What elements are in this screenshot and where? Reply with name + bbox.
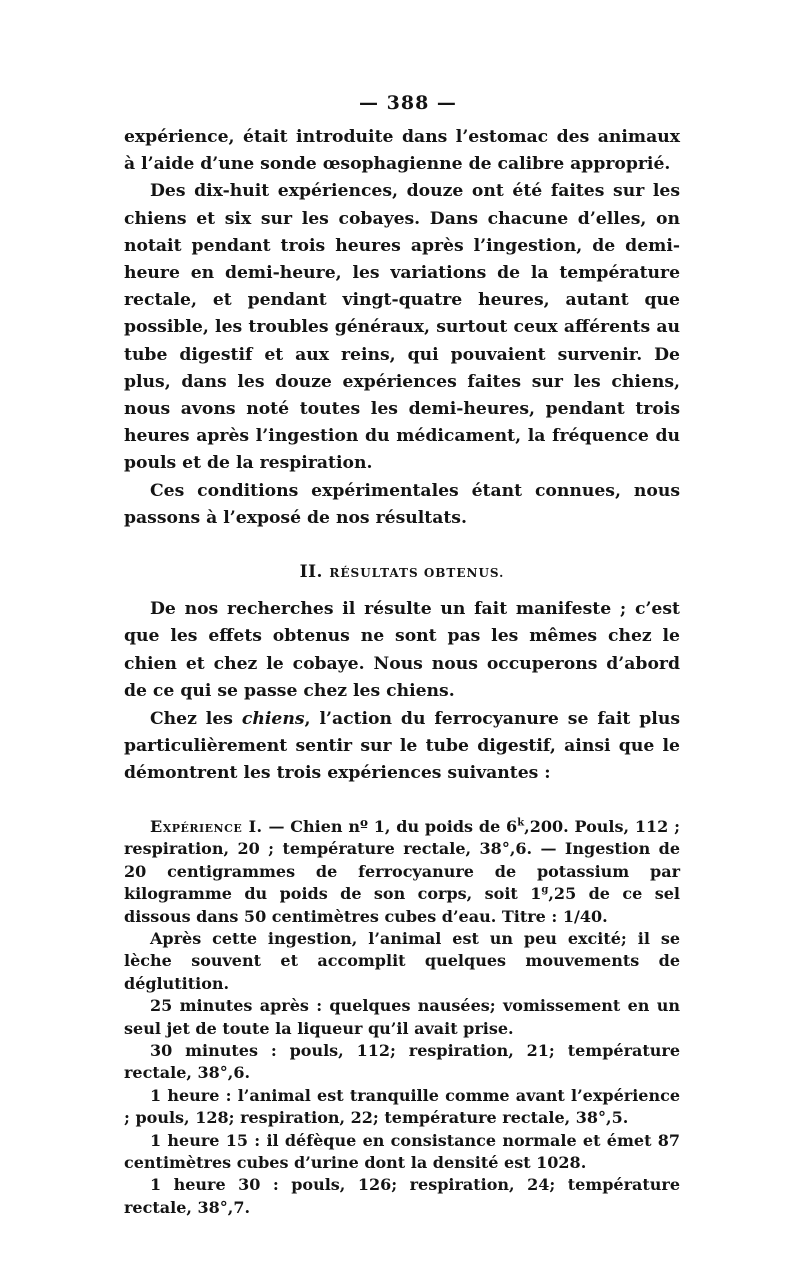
text-run: ,25 de ce sel dissous dans 50 centimètres cubes d’eau. Titre : 1/40. (124, 884, 680, 926)
emphasis-text: chiens (241, 708, 305, 729)
paragraph (124, 706, 680, 788)
intro-text (124, 124, 680, 532)
section-heading (124, 562, 680, 582)
superscript: k (517, 817, 525, 829)
results-text (124, 596, 680, 788)
observation: 25 minutes après : quelques nausées; vomissement en un seul jet de toute la liqueur qu’il avait prise. (124, 996, 680, 1038)
paragraph: De nos recherches il résulte un fait manifeste ; c’est que les effets obtenus ne sont pas les mêmes chez le chien et chez le cobaye. Nous nous occuperons d’abord de ce qui se passe chez les chiens. (124, 599, 680, 702)
observation: 1 heure 15 : il défèque en consistance normale et émet 87 centimètres cubes d’urine dont la densité est 1028. (124, 1130, 680, 1172)
text-run: , l’action du ferrocyanure se fait plus particulièrement sentir sur le tube digestif, ainsi que le démontrent les trois expériences suivantes : (124, 708, 681, 784)
experiment-label: Expérience I. (150, 816, 263, 836)
observation: 1 heure 30 : pouls, 126; respiration, 24; température rectale, 38°,7. (124, 1175, 680, 1217)
text-run: ,200. Pouls, 112 ; respiration, 20 ; température rectale, 38°,6. — Ingestion de 20 centigrammes de ferrocyanure de potassium par kilogramme du poids de son corps, soit 1 (124, 816, 680, 904)
observation: Après cette ingestion, l’animal est un peu excité; il se lèche souvent et accomplit quelques mouvements de déglutition. (124, 928, 680, 993)
book-page (124, 92, 680, 1219)
text-run: Chez les (150, 708, 242, 729)
section-title: RÉSULTATS OBTENUS. (329, 566, 505, 581)
paragraph: Ces conditions expérimentales étant connues, nous passons à l’exposé de nos résultats. (124, 480, 680, 528)
experiment-block (124, 816, 680, 1219)
section-number: II. (299, 562, 323, 583)
text-run: — Chien nº 1, du poids de 6 (262, 816, 518, 836)
paragraph: Des dix-huit expériences, douze ont été faites sur les chiens et six sur les cobayes. Dans chacune d’elles, on notait pendant trois heures après l’ingestion, de demi-heure en demi-heure, les variations de la température rectale, et pendant vingt-quatre heures, autant que possible, les troubles généraux, surtout ceux afférents au tube digestif et aux reins, qui pouvaient survenir. De plus, dans les douze expériences faites sur les chiens, nous avons noté toutes les demi-heures, pendant trois heures après l’ingestion du médicament, la fréquence du pouls et de la respiration. (124, 181, 680, 474)
observation: 30 minutes : pouls, 112; respiration, 21; température rectale, 38°,6. (124, 1040, 680, 1083)
page-number: — 388 — (359, 92, 457, 114)
experiment-intro (124, 816, 680, 928)
paragraph: expérience, était introduite dans l’estomac des animaux à l’aide d’une sonde œsophagienne de calibre approprié. (124, 127, 680, 175)
superscript: g (541, 884, 549, 896)
observation: 1 heure : l’animal est tranquille comme avant l’expérience ; pouls, 128; respiration, 22; température rectale, 38°,5. (124, 1085, 680, 1128)
